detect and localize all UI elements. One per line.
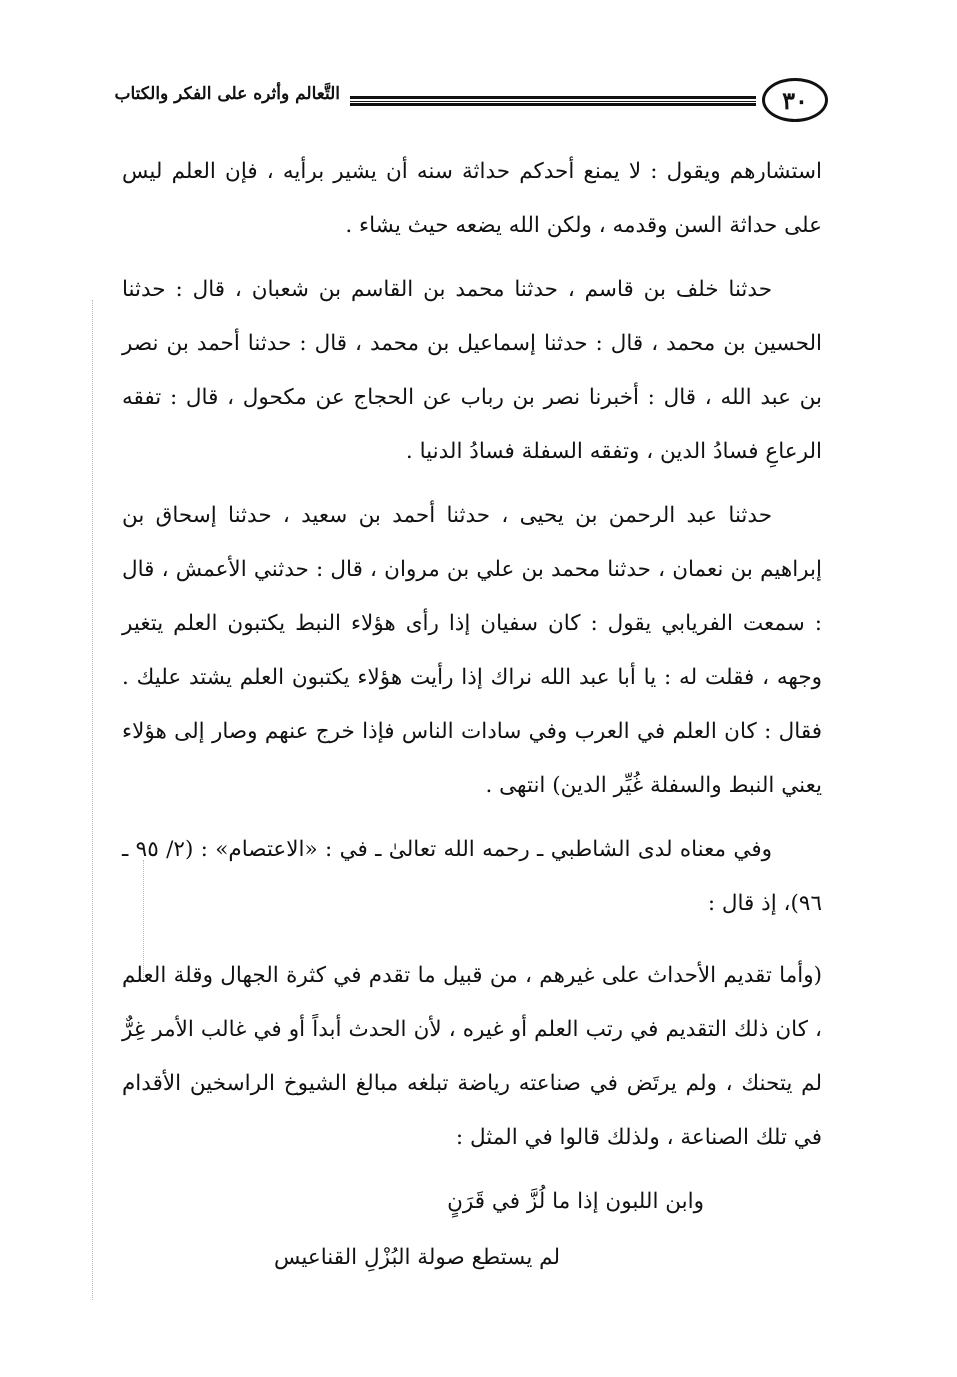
running-title: التَّعالم وأثره على الفكر والكتاب: [114, 84, 340, 104]
quoted-paragraph: (وأما تقديم الأحداث على غيرهم ، من قبيل ما تقدم في كثرة الجهال وقلة العلم ، كان ذلك التقديم في رتب العلم أو غيره ، لأن الحدث أبداً أو في غالب الأمر غِرٌّ لم يتحنك ، ولم يرتَض في صناعته رياضة تبلغه مبالغ الشيوخ الراسخين الأقدام في تلك الصناعة ، ولذلك قالوا في المثل :: [122, 963, 822, 1150]
body-text: [122, 145, 822, 1295]
poem-verse: [122, 1175, 822, 1295]
scan-margin-mark: [92, 300, 93, 1300]
header-rule: [350, 96, 756, 106]
paragraph: حدثنا عبد الرحمن بن يحيى ، حدثنا أحمد بن سعيد ، حدثنا إسحاق بن إبراهيم بن نعمان ، حدثنا محمد بن علي بن مروان ، قال : حدثني الأعمش ، قال : سمعت الفريابي يقول : كان سفيان إذا رأى هؤلاء النبط يكتبون العلم يتغير وجهه ، فقلت له : يا أبا عبد الله نراك إذا رأيت هؤلاء يكتبون العلم يشتد عليك . فقال : كان العلم في العرب وفي سادات الناس فإذا خرج عنهم وصار إلى هؤلاء يعني النبط والسفلة غُيِّر الدين) انتهى .: [122, 503, 822, 798]
paragraph: استشارهم ويقول : لا يمنع أحدكم حداثة سنه أن يشير برأيه ، فإن العلم ليس على حداثة السن وقدمه ، ولكن الله يضعه حيث يشاء .: [122, 159, 822, 238]
page-header: [114, 78, 828, 132]
poem-line-second: لم يستطع صولة البُزْلِ القناعيس: [273, 1245, 560, 1270]
paragraph: حدثنا خلف بن قاسم ، حدثنا محمد بن القاسم بن شعبان ، قال : حدثنا الحسين بن محمد ، قال : حدثنا إسماعيل بن محمد ، قال : حدثنا أحمد بن نصر بن عبد الله ، قال : أخبرنا نصر بن رباب عن الحجاج عن مكحول ، قال : تفقه الرعاعِ فسادُ الدين ، وتفقه السفلة فسادُ الدنيا .: [122, 277, 822, 464]
paragraph: وفي معناه لدى الشاطبي ـ رحمه الله تعالىٰ ـ في : «الاعتصام» : (٢/ ٩٥ ـ ٩٦)، إذ قال :: [122, 837, 822, 916]
page-number: ٣٠: [762, 78, 828, 122]
poem-line-first: وابن اللبون إذا ما لُزَّ في قَرَنٍ: [447, 1189, 704, 1214]
